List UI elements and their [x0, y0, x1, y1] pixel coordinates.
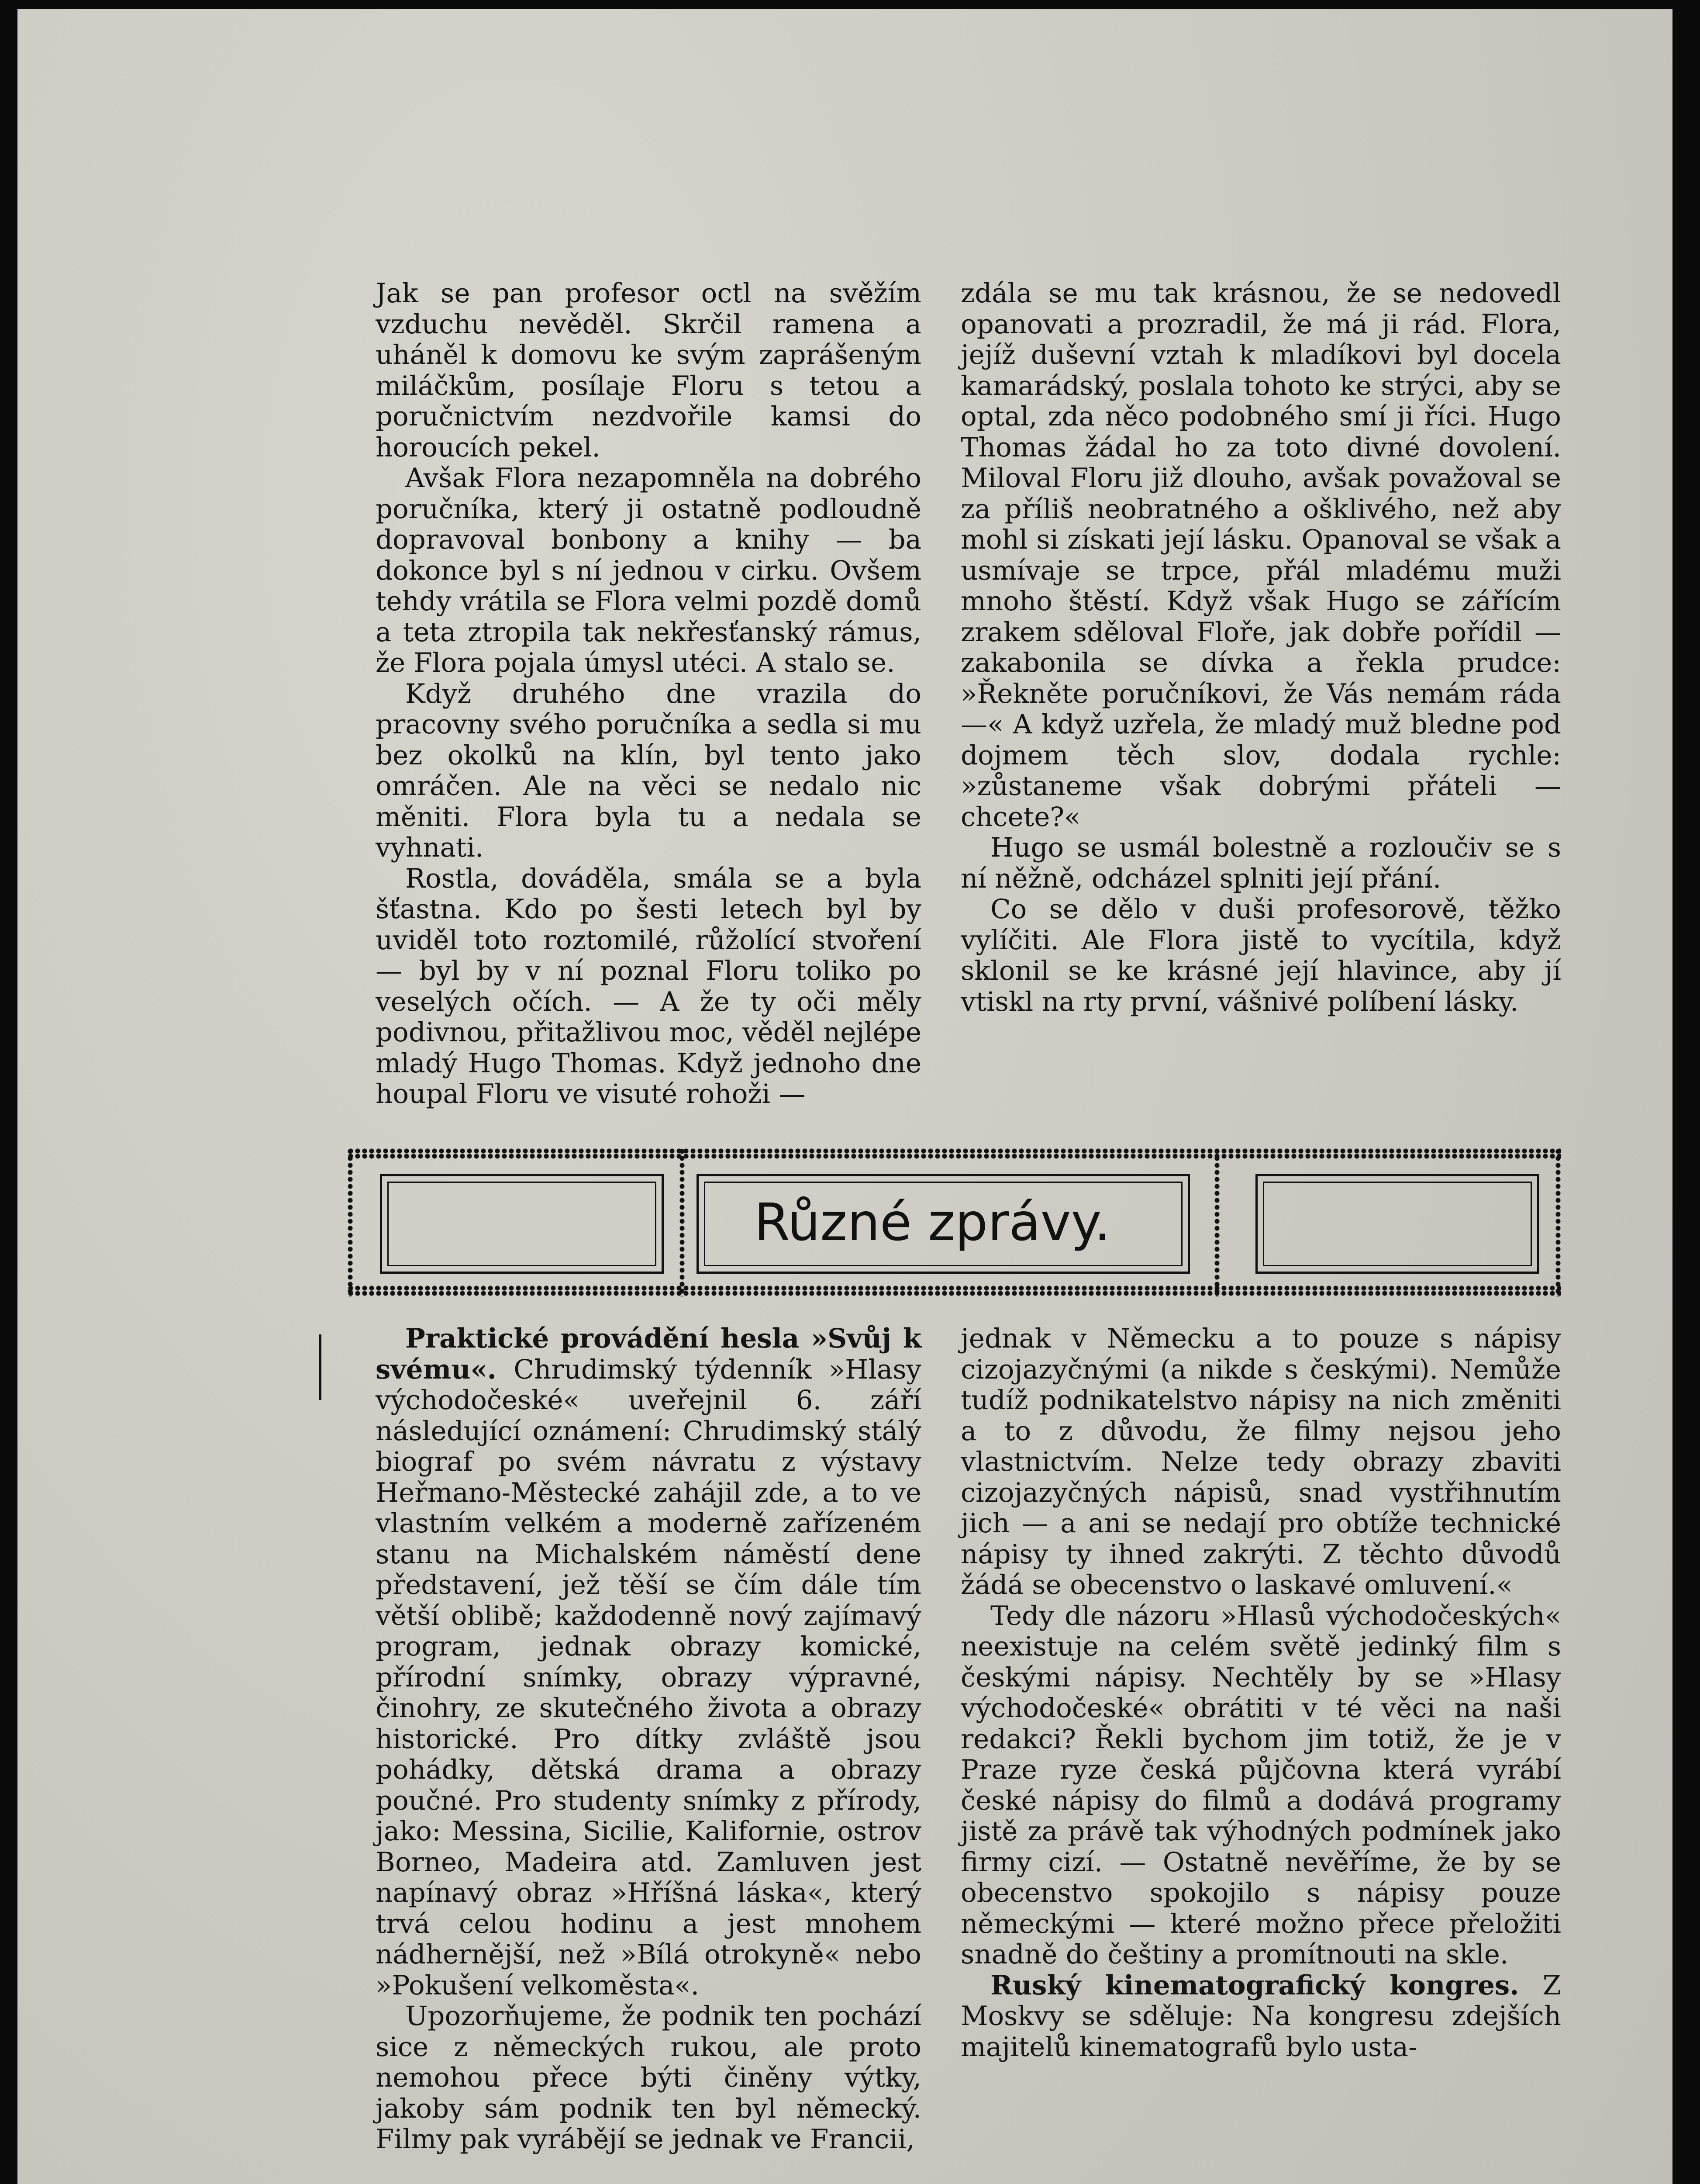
news-column-right — [961, 1324, 1561, 2063]
paragraph — [961, 1970, 1561, 2063]
paragraph: Co se dělo v duši profesorově, těžko vylíčiti. Ale Flora jistě to vycítila, když sklonil se ke krásné její hlavince, aby jí vtiskl na rty první, vášnivé políbení lásky. — [961, 894, 1561, 1017]
dotted-border — [679, 1148, 685, 1296]
margin-rule — [319, 1334, 321, 1400]
paragraph: zdála se mu tak krásnou, že se nedovedl opanovati a prozradil, že má ji rád. Flora, jejíž duševní vztah k mladíkovi byl docela kamarádský, poslala tohoto ke strýci, aby se optal, zda něco podobného smí ji říci. Hugo Thomas žádal ho za toto divné dovolení. Miloval Floru již dlouho, avšak považoval se za příliš neobratného a ošklivého, než aby mohl si získati její lásku. Opanoval se však a usmívaje se trpce, přál mladému muži mnoho štěstí. Když však Hugo se zářícím zrakem sděloval Floře, jak dobře pořídil — zakabonila se dívka a řekla prudce: »Řekněte poručníkovi, že Vás nemám ráda —« A když uzřela, že mladý muž bledne pod dojmem těch slov, dodala rychle: »zůstaneme však dobrými přáteli — chcete?« — [961, 278, 1561, 833]
paragraph — [376, 1324, 921, 2001]
magazine-page — [17, 9, 1672, 2184]
decorative-frame — [1255, 1174, 1539, 1274]
section-title: Různé zprávy. — [754, 1192, 1111, 1252]
news-column-left — [376, 1324, 921, 2155]
dotted-border — [1555, 1148, 1561, 1296]
story-column-right — [961, 278, 1561, 1017]
article-heading: Ruský kinematografický kongres. — [990, 1970, 1519, 2001]
paragraph: Rostla, dováděla, smála se a byla šťastna. Kdo po šesti letech byl by uviděl toto roztomilé, růžolící stvoření — byl by v ní poznal Floru toliko po veselých očích. — A že ty oči měly podivnou, přitažlivou moc, věděl nejlépe mladý Hugo Thomas. Když jednoho dne houpal Floru ve visuté rohoži — — [376, 863, 921, 1109]
article-text: Chrudimský týdenník »Hlasy východočeské« uveřejnil 6. září následující oznámení: Chrudimský stálý biograf po svém návratu z výstavy Heřmano-Městecké zahájil zde, a to ve vlastním velkém a moderně zařízeném stanu na Michalském náměstí dene představení, jež těší se čím dále tím větší oblibě; každodenně nový zajímavý program, jednak obrazy komické, přírodní snímky, obrazy výpravné, činohry, ze skutečného života a obrazy historické. Pro dítky zvláště jsou pohádky, dětská drama a obrazy poučné. Pro studenty snímky z přírody, jako: Messina, Sicilie, Kalifornie, ostrov Borneo, Madeira atd. Zamluven jest napínavý obraz »Hříšná láska«, který trvá celou hodinu a jest mnohem nádhernější, než »Bílá otrokyně« nebo »Pokušení velkoměsta«. — [376, 1354, 921, 2001]
paragraph: Upozorňujeme, že podnik ten pochází sice z německých rukou, ale proto nemohou přece býti činěny výtky, jakoby sám podnik ten byl německý. Filmy pak vyrábějí se jednak ve Francii, — [376, 2001, 921, 2155]
dotted-border — [347, 1148, 353, 1296]
paragraph: Když druhého dne vrazila do pracovny svého poručníka a sedla si mu bez okolků na klín, byl tento jako omráčen. Ale na věci se nedalo nic měniti. Flora byla tu a nedala se vyhnati. — [376, 678, 921, 863]
paragraph: Hugo se usmál bolestně a rozloučiv se s ní něžně, odcházel splniti její přání. — [961, 832, 1561, 894]
article-text: Z Moskvy se sděluje: Na kongresu zdejších majitelů kinematografů bylo usta- — [961, 1970, 1561, 2063]
section-banner — [347, 1148, 1561, 1296]
article-heading: Praktické provádění hesla »Svůj k svému«. — [376, 1323, 921, 1385]
paragraph: Tedy dle názoru »Hlasů východočeských« neexistuje na celém světě jedinký film s českými nápisy. Nechtěly by se »Hlasy východočeské« obrátiti v té věci na naši redakci? Řekli bychom jim totiž, že je v Praze ryze česká půjčovna která vyrábí české nápisy do filmů a dodává programy jistě za právě tak výhodných podmínek jako firmy cizí. — Ostatně nevěříme, že by se obecenstvo spokojilo s nápisy pouze německými — které možno přece přeložiti snadně do češtiny a promítnouti na skle. — [961, 1600, 1561, 1970]
dotted-border — [347, 1290, 1561, 1296]
paragraph: Jak se pan profesor octl na svěžím vzduchu nevěděl. Skrčil ramena a uháněl k domovu ke svým zaprášeným miláčkům, posílaje Floru s tetou a poručnictvím nezdvořile kamsi do horoucích pekel. — [376, 278, 921, 463]
story-column-left — [376, 278, 921, 1110]
paragraph: Avšak Flora nezapomněla na dobrého poručníka, který ji ostatně podloudně dopravoval bonbony a knihy — ba dokonce byl s ní jednou v cirku. Ovšem tehdy vrátila se Flora velmi pozdě domů a teta ztropila tak nekřesťanský rámus, že Flora pojala úmysl utéci. A stalo se. — [376, 463, 921, 678]
paragraph: jednak v Německu a to pouze s nápisy cizojazyčnými (a nikde s českými). Nemůže tudíž podnikatelstvo nápisy na nich změniti a to z důvodu, že filmy nejsou jeho vlastnictvím. Nelze tedy obrazy zbaviti cizojazyčných nápisů, snad vystřihnutím jich — a ani se nedají pro obtíže technické nápisy ty ihned zakrýti. Z těchto důvodů žádá se obecenstvo o laskavé omluvení.« — [961, 1323, 1561, 1600]
dotted-border — [347, 1153, 1561, 1159]
dotted-border — [1214, 1148, 1220, 1296]
decorative-frame — [380, 1174, 664, 1274]
